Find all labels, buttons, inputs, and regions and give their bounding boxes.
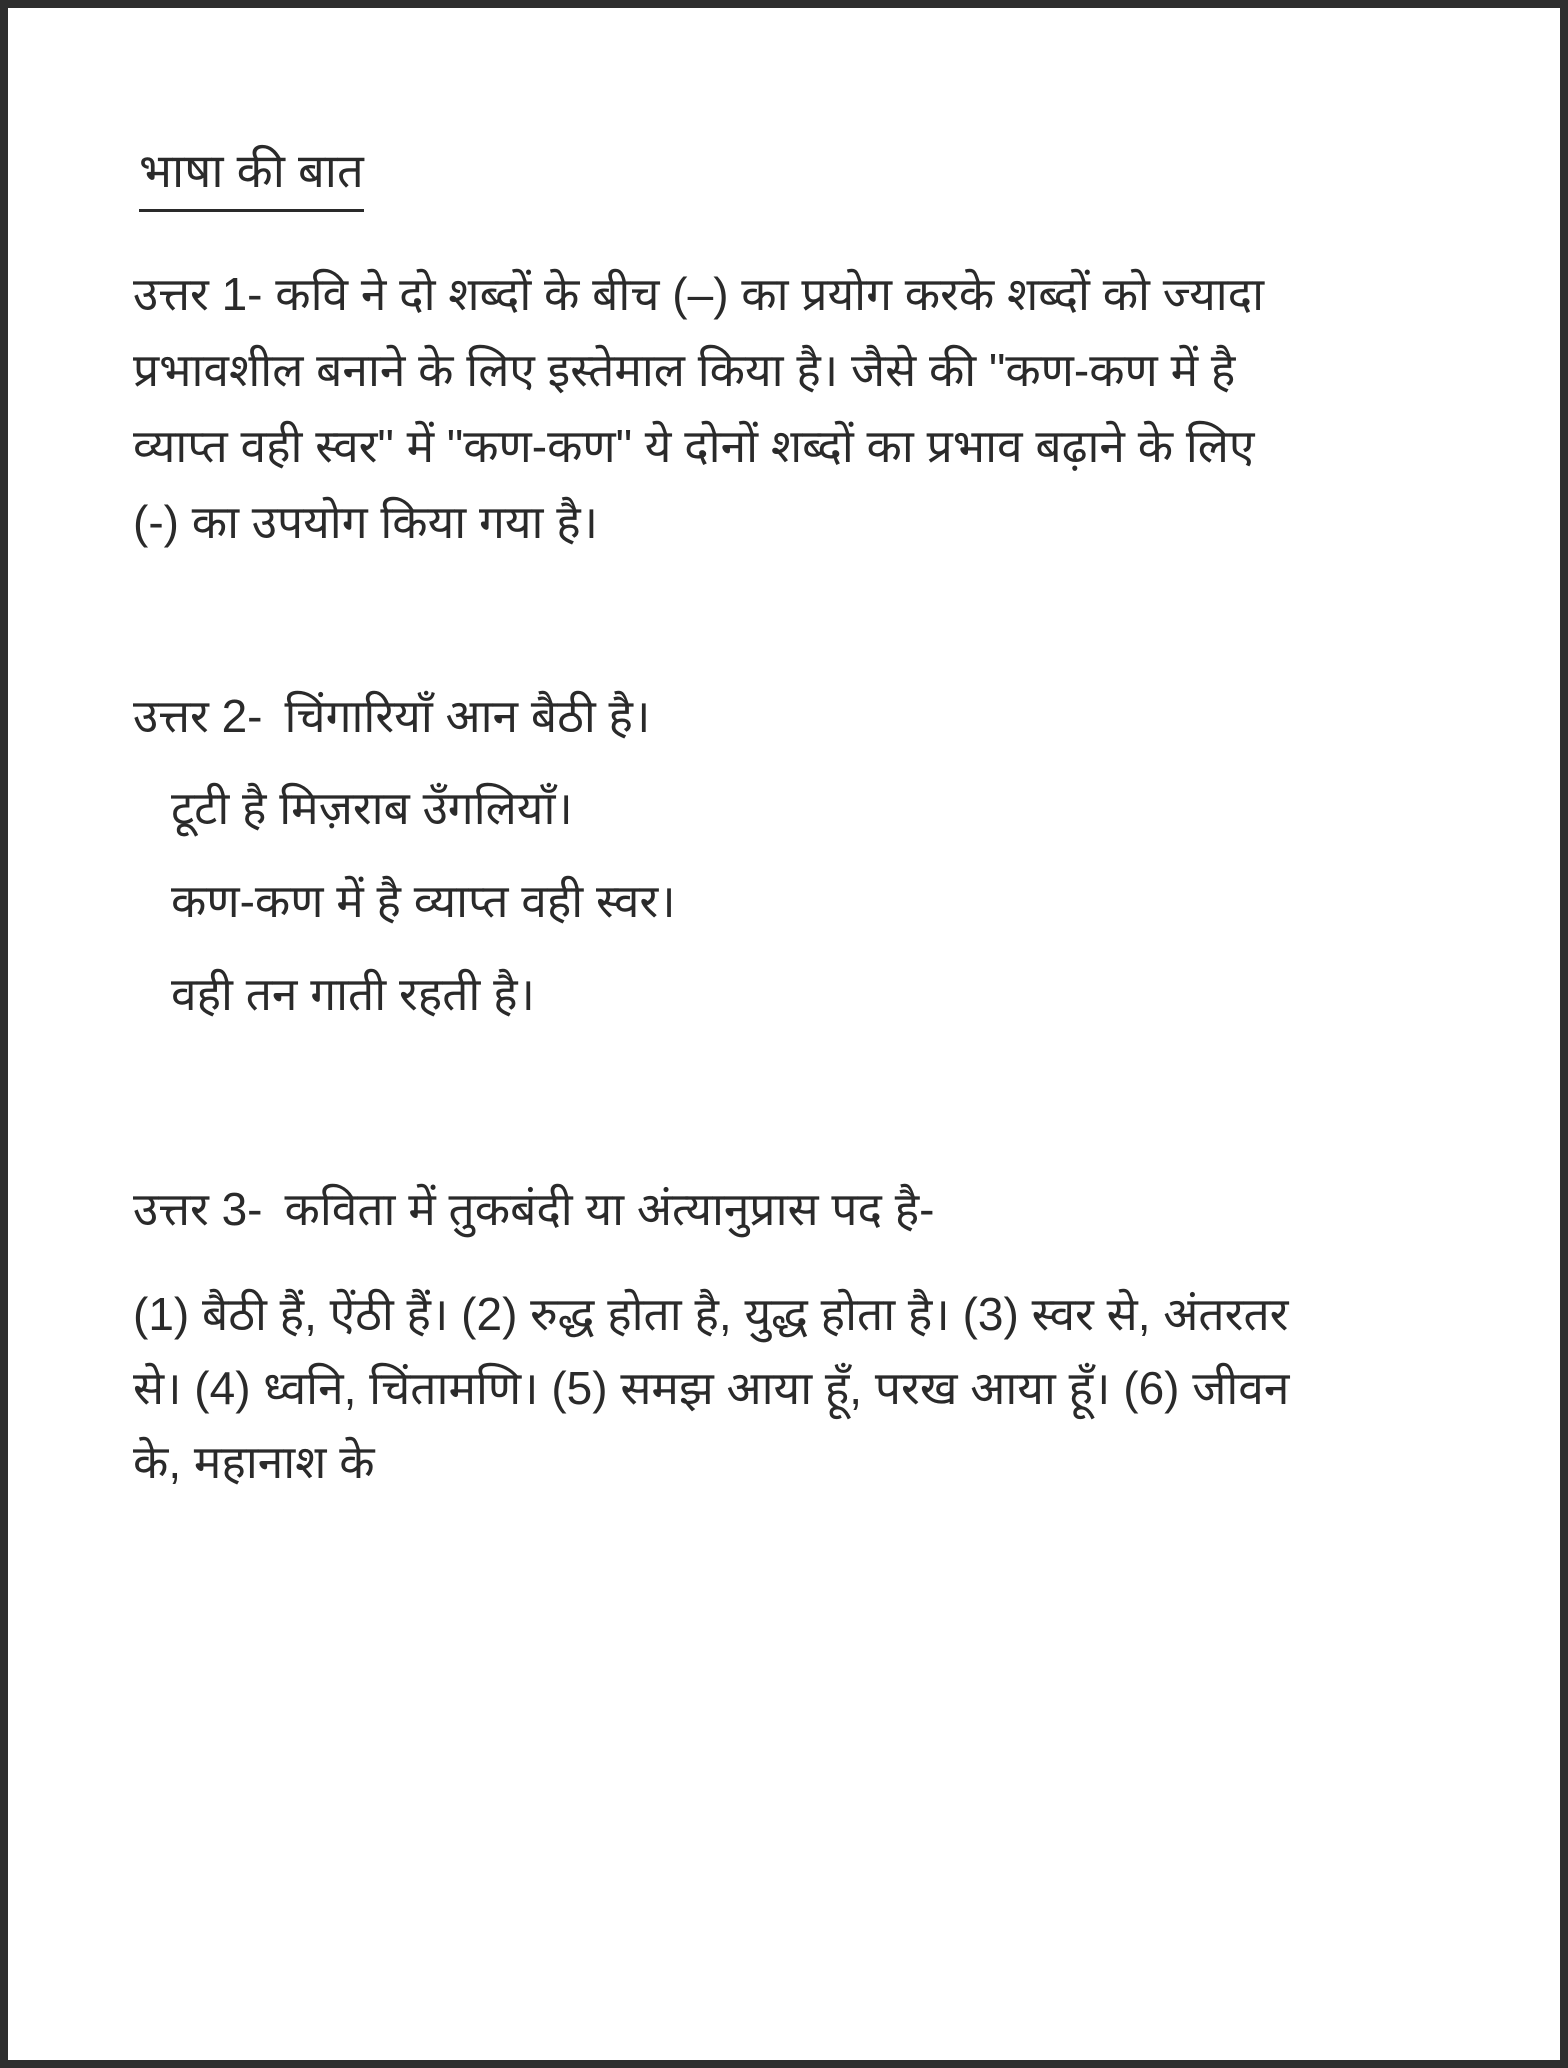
answer-2-heading xyxy=(133,678,1480,754)
answer-3-label: उत्तर 3- xyxy=(133,1182,263,1235)
answer-1-line-4: (-) का उपयोग किया गया है। xyxy=(133,495,599,548)
answer-2-poem xyxy=(133,762,1480,1041)
answer-3-paragraph xyxy=(133,1277,1480,1499)
answer-1-line-1: उत्तर 1- कवि ने दो शब्दों के बीच (–) का प्रयोग करके शब्दों को ज्यादा xyxy=(133,267,1265,320)
answer-3-line-2: से। (4) ध्वनि, चिंतामणि। (5) समझ आया हूँ, परख आया हूँ। (6) जीवन xyxy=(133,1361,1290,1414)
poem-line-1: टूटी है मिज़राब उँगलियाँ। xyxy=(171,781,573,834)
answer-2-heading-text: चिंगारियाँ आन बैठी है। xyxy=(284,689,651,742)
answer-3-line-3: के, महानाश के xyxy=(133,1435,375,1488)
answer-3-line-1: (1) बैठी हैं, ऐंठी हैं। (2) रुद्ध होता है, युद्ध होता है। (3) स्वर से, अंतरतर xyxy=(133,1287,1289,1340)
page-title: भाषा की बात xyxy=(139,142,364,212)
answer-3-section xyxy=(133,1171,1480,1499)
poem-line-2: कण-कण में है व्याप्त वही स्वर। xyxy=(171,874,676,927)
answer-1-line-2: प्रभावशील बनाने के लिए इस्तेमाल किया है। जैसे की "कण-कण में है xyxy=(133,343,1236,396)
answer-2-label: उत्तर 2- xyxy=(133,689,263,742)
document-content xyxy=(8,8,1560,1499)
answer-3-heading-text: कविता में तुकबंदी या अंत्यानुप्रास पद है- xyxy=(284,1182,935,1235)
answer-1-paragraph xyxy=(133,256,1480,560)
answer-1-line-3: व्याप्त वही स्वर" में "कण-कण" ये दोनों शब्दों का प्रभाव बढ़ाने के लिए xyxy=(133,419,1255,472)
answer-2-section xyxy=(133,678,1480,1041)
answer-3-heading xyxy=(133,1171,1480,1247)
poem-line-3: वही तन गाती रहती है। xyxy=(171,967,535,1020)
